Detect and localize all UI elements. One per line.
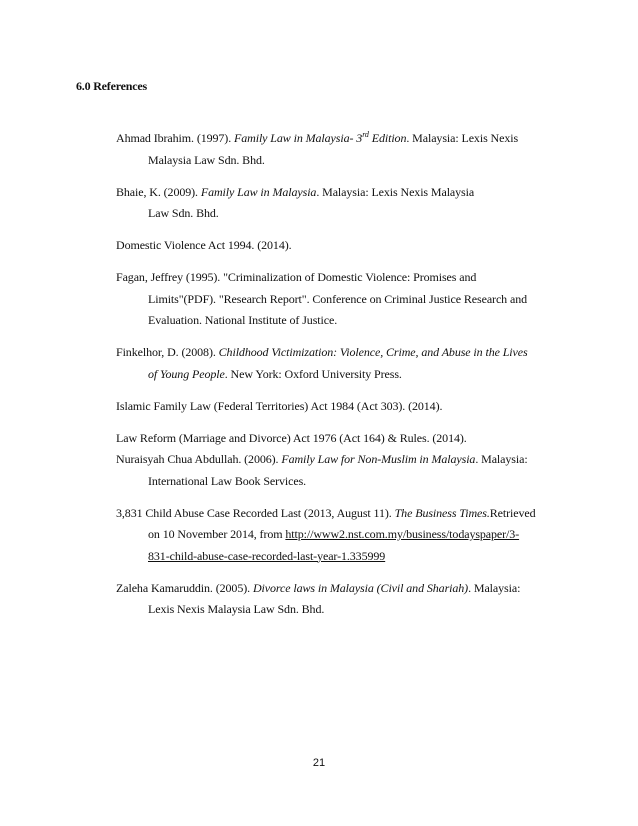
reference-line xyxy=(116,503,576,525)
reference-continuation xyxy=(116,546,576,568)
page-number: 21 xyxy=(312,757,326,769)
reference-entry-islamic-family-law xyxy=(116,396,576,418)
reference-continuation: International Law Book Services. xyxy=(148,473,307,488)
reference-entry-law-reform xyxy=(116,428,576,450)
reference-author: Nuraisyah Chua Abdullah. (2006). xyxy=(116,452,279,466)
reference-title: Family Law in Malaysia- 3rd Edition xyxy=(234,130,407,145)
reference-entry-bhaie xyxy=(116,182,576,225)
reference-line xyxy=(116,449,576,471)
reference-line: Domestic Violence Act 1994. (2014). xyxy=(116,238,292,252)
reference-entry-fagan xyxy=(116,267,576,332)
reference-publisher: . New York: Oxford University Press. xyxy=(224,366,402,381)
reference-title: The Business Times. xyxy=(394,505,490,520)
reference-entry-nuraisyah xyxy=(116,449,576,492)
reference-line: Law Reform (Marriage and Divorce) Act 1976 (Act 164) & Rules. (2014). xyxy=(116,430,467,445)
reference-publisher: . Malaysia: Lexis Nexis Malaysia xyxy=(316,184,475,199)
reference-author: Ahmad Ibrahim. (1997). xyxy=(116,131,232,145)
reference-continuation: Law Sdn. Bhd. xyxy=(148,206,219,220)
reference-continuation: Limits"(PDF). "Research Report". Conference on Criminal Justice Research and xyxy=(148,291,527,306)
reference-entry-child-abuse xyxy=(116,503,576,568)
reference-author: Zaleha Kamaruddin. (2005). xyxy=(116,580,251,595)
reference-line: Fagan, Jeffrey (1995). "Criminalization of Domestic Violence: Promises and xyxy=(116,270,477,284)
reference-list xyxy=(116,128,576,621)
reference-url-link[interactable]: http://www2.nst.com.my/business/todayspaper/3- xyxy=(285,527,520,541)
reference-publisher: . Malaysia: Lexis Nexis xyxy=(406,131,519,145)
reference-continuation xyxy=(116,364,576,386)
reference-line xyxy=(116,578,576,600)
reference-title: Childhood Victimization: Violence, Crime, and Abuse in the Lives xyxy=(218,345,528,359)
reference-continuation: Lexis Nexis Malaysia Law Sdn. Bhd. xyxy=(148,602,325,616)
reference-publisher: . Malaysia: xyxy=(468,580,521,595)
reference-title: Divorce laws in Malaysia (Civil and Shariah) xyxy=(252,580,469,595)
reference-entry-domestic-violence-act xyxy=(116,235,576,257)
reference-line xyxy=(116,342,576,364)
reference-line: Islamic Family Law (Federal Territories) Act 1984 (Act 303). (2014). xyxy=(116,398,443,413)
reference-author: Finkelhor, D. (2008). xyxy=(116,345,216,359)
reference-continuation: on 10 November 2014, from http://www2.nst.com.my/business/todayspaper/3- xyxy=(148,527,520,541)
reference-line xyxy=(116,128,576,150)
reference-entry-zaleha xyxy=(116,578,576,621)
reference-line xyxy=(116,182,576,204)
reference-entry-ahmad-ibrahim xyxy=(116,128,576,171)
reference-title: Family Law for Non-Muslim in Malaysia xyxy=(281,452,476,466)
reference-continuation: Evaluation. National Institute of Justice. xyxy=(148,313,338,327)
reference-continuation: Malaysia Law Sdn. Bhd. xyxy=(148,152,265,167)
reference-url-link[interactable]: 831-child-abuse-case-recorded-last-year-1.335999 xyxy=(148,548,386,563)
reference-retrieved: Retrieved xyxy=(489,505,536,520)
reference-title: of Young People xyxy=(148,366,225,381)
reference-entry-finkelhor xyxy=(116,342,576,385)
reference-publisher: . Malaysia: xyxy=(475,452,528,466)
reference-title: Family Law in Malaysia xyxy=(200,184,317,199)
reference-author: 3,831 Child Abuse Case Recorded Last (2013, August 11). xyxy=(116,505,392,520)
ordinal-suffix: rd xyxy=(362,130,369,139)
section-heading: 6.0 References xyxy=(76,79,147,93)
reference-author: Bhaie, K. (2009). xyxy=(116,184,198,199)
